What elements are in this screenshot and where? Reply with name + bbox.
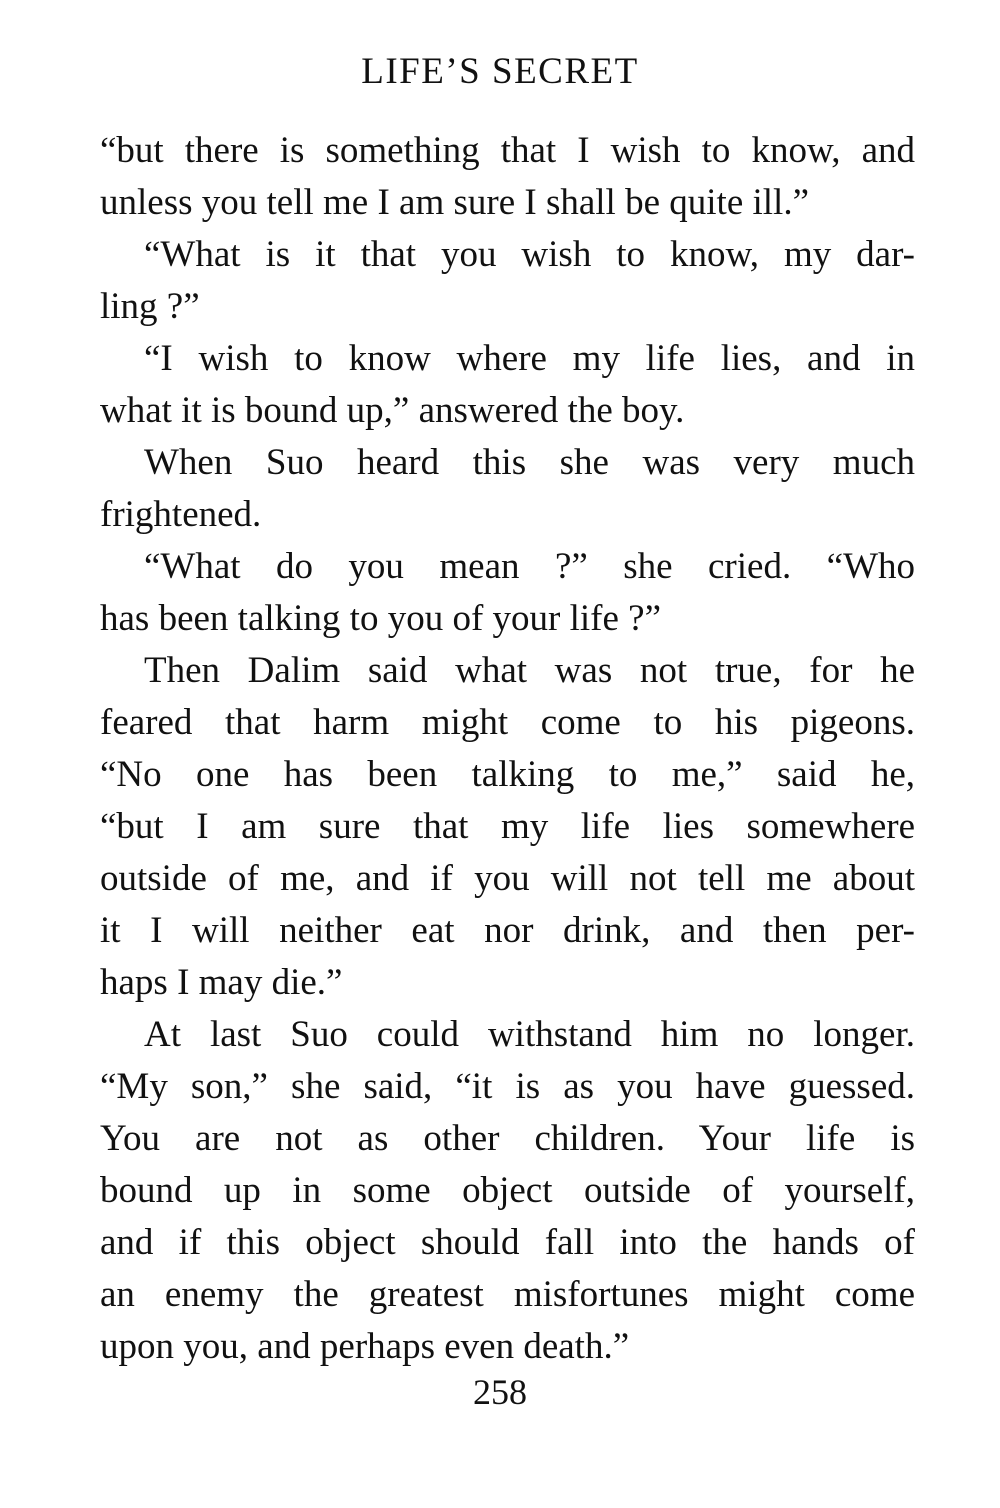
text-line: “My son,” she said, “it is as you have guessed. [100,1066,915,1107]
text-line: “What do you mean ?” she cried. “Who [144,546,915,587]
text-line: unless you tell me I am sure I shall be quite ill.” [100,182,809,223]
text-line: bound up in some object outside of yourself, [100,1170,915,1211]
text-line: haps I may die.” [100,962,343,1003]
text-line: Then Dalim said what was not true, for he [144,650,915,691]
text-line: it I will neither eat nor drink, and then per- [100,910,915,951]
text-line: You are not as other children. Your life is [100,1118,915,1159]
text-line: has been talking to you of your life ?” [100,598,661,639]
text-line: ling ?” [100,286,200,327]
body-text [100,125,915,1373]
text-line: frightened. [100,494,262,535]
text-line: When Suo heard this she was very much [144,442,915,483]
text-line: outside of me, and if you will not tell me about [100,858,915,899]
text-line: upon you, and perhaps even death.” [100,1326,630,1367]
text-line: At last Suo could withstand him no longer. [144,1014,915,1055]
text-line: feared that harm might come to his pigeons. [100,702,915,743]
text-line: “No one has been talking to me,” said he, [100,754,915,795]
running-title: LIFE’S SECRET [361,51,639,92]
text-line: an enemy the greatest misfortunes might come [100,1274,915,1315]
text-line: “but I am sure that my life lies somewhere [100,806,915,847]
page-number: 258 [473,1372,527,1412]
text-line: “I wish to know where my life lies, and in [144,338,915,379]
text-line: “What is it that you wish to know, my dar- [144,234,915,275]
text-line: “but there is something that I wish to know, and [100,130,915,171]
text-line: and if this object should fall into the hands of [100,1222,915,1263]
text-line: what it is bound up,” answered the boy. [100,390,685,431]
